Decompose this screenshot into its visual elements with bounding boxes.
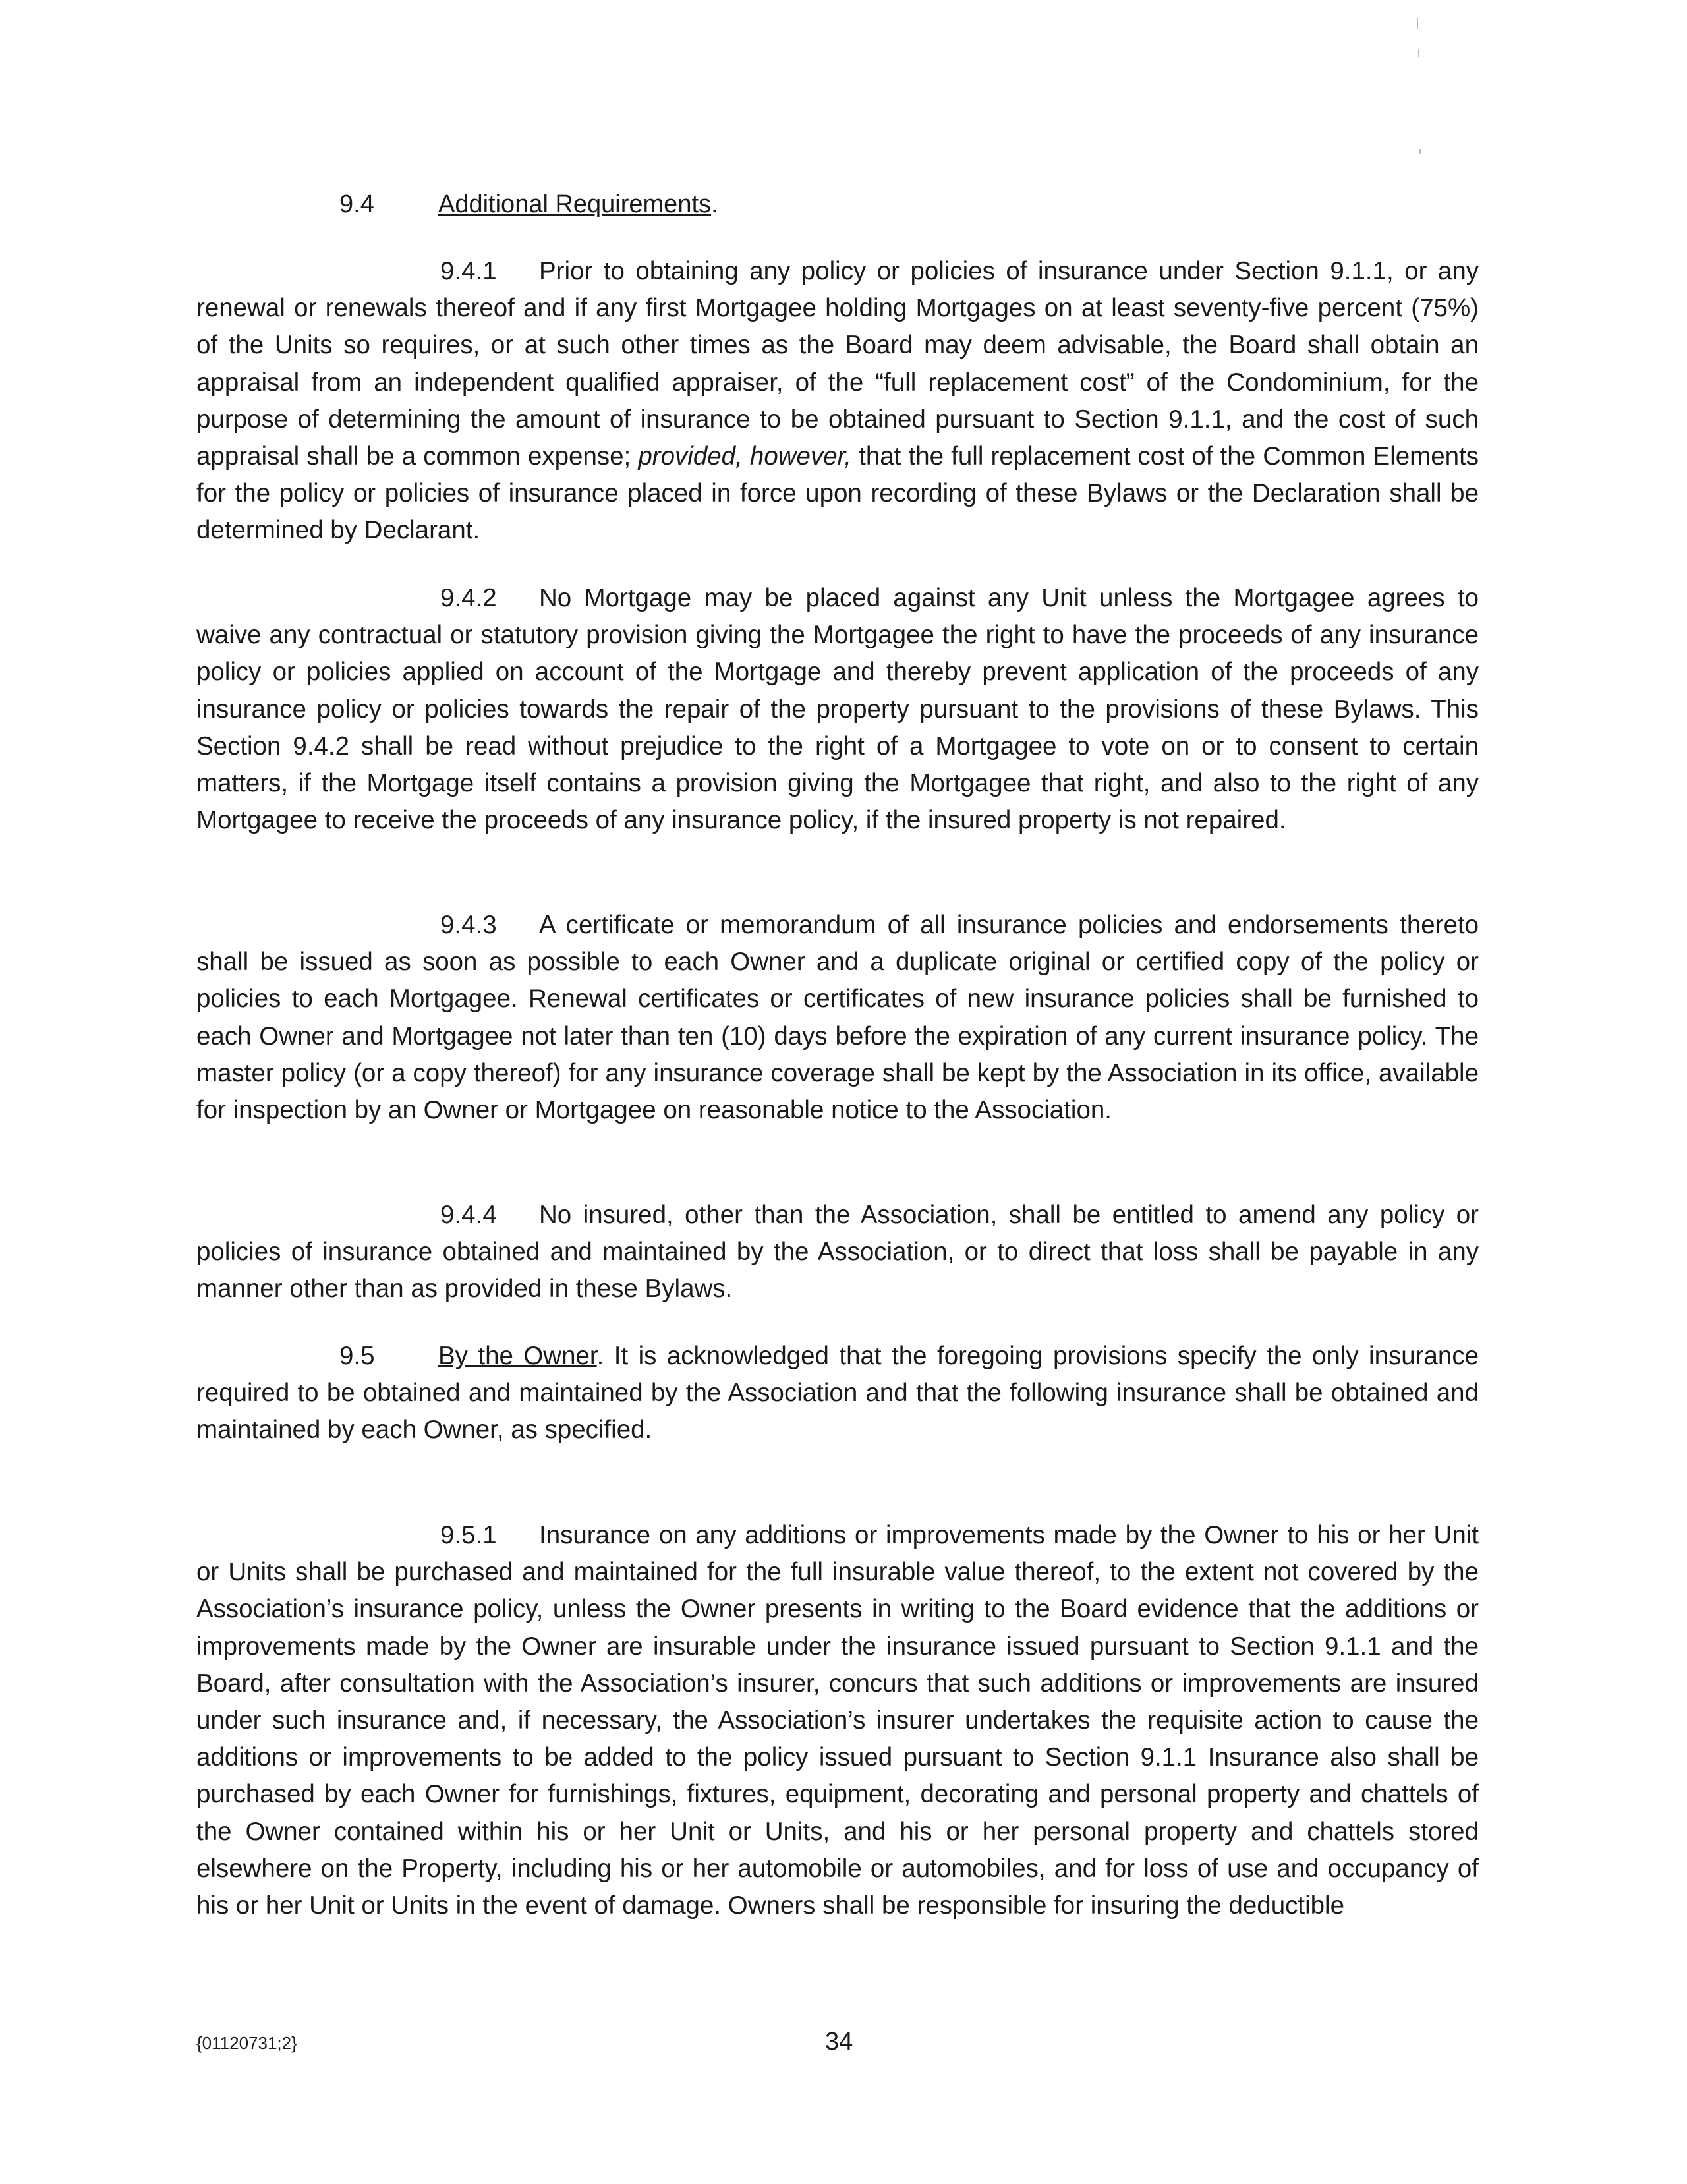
section-heading-9-4 bbox=[339, 186, 718, 223]
paragraph-emphasis: provided, however, bbox=[638, 442, 852, 471]
paragraph-9-5 bbox=[196, 1338, 1479, 1449]
paragraph-number: 9.4.3 bbox=[440, 911, 497, 939]
document-id: {01120731;2} bbox=[196, 2033, 297, 2053]
paragraph-9-4-2 bbox=[196, 580, 1479, 839]
section-title: By the Owner bbox=[438, 1342, 597, 1370]
scan-mark bbox=[1417, 18, 1418, 29]
paragraph-number: 9.4.4 bbox=[440, 1201, 497, 1229]
section-title-period: . bbox=[711, 190, 718, 218]
paragraph-number: 9.4.1 bbox=[440, 257, 497, 285]
section-number: 9.5 bbox=[339, 1342, 375, 1370]
paragraph-number: 9.5.1 bbox=[440, 1521, 497, 1549]
paragraph-text: A certificate or memorandum of all insurance policies and endorsements thereto shall be issued as soon as possible to each Owner and a duplicate original or certified copy of the policy or policies to each Mortgagee. Renewal certificates or certificates of new insurance policies shall be furnished to each Owner and Mortgagee not later than ten (10) days before the expiration of any current insurance policy. The master policy (or a copy thereof) for any insurance coverage shall be kept by the Association in its office, available for inspection by an Owner or Mortgagee on reasonable notice to the Association. bbox=[196, 911, 1479, 1125]
paragraph-text: No insured, other than the Association, shall be entitled to amend any policy or policies of insurance obtained and maintained by the Association, or to direct that loss shall be payable in any manner other than as provided in these Bylaws. bbox=[196, 1201, 1479, 1304]
paragraph-9-5-1 bbox=[196, 1517, 1479, 1924]
paragraph-9-4-1 bbox=[196, 253, 1479, 550]
scan-mark bbox=[1419, 149, 1421, 154]
scan-mark bbox=[1418, 49, 1419, 57]
paragraph-9-4-3 bbox=[196, 907, 1479, 1129]
paragraph-text: No Mortgage may be placed against any Unit unless the Mortgagee agrees to waive any contractual or statutory provision giving the Mortgagee the right to have the proceeds of any insurance policy or policies applied on account of the Mortgage and thereby prevent application of the proceeds of any insurance policy or policies towards the repair of the property pursuant to the provisions of these Bylaws. This Section 9.4.2 shall be read without prejudice to the right of a Mortgagee to vote on or to consent to certain matters, if the Mortgage itself contains a provision giving the Mortgagee that right, and also to the right of any Mortgagee to receive the proceeds of any insurance policy, if the insured property is not repaired. bbox=[196, 584, 1479, 835]
paragraph-9-4-4 bbox=[196, 1197, 1479, 1308]
section-title: Additional Requirements bbox=[438, 190, 712, 218]
paragraph-text: Insurance on any additions or improvements made by the Owner to his or her Unit or Units shall be purchased and maintained for the full insurable value thereof, to the extent not covered by the Association’s insurance policy, unless the Owner presents in writing to the Board evidence that the additions or improvements made by the Owner are insurable under the insurance issued pursuant to Section 9.1.1 and the Board, after consultation with the Association’s insurer, concurs that such additions or improvements are insured under such insurance and, if necessary, the Association’s insurer undertakes the requisite action to cause the additions or improvements to be added to the policy issued pursuant to Section 9.1.1 Insurance also shall be purchased by each Owner for furnishings, fixtures, equipment, decorating and personal property and chattels of the Owner contained within his or her Unit or Units, and his or her personal property and chattels stored elsewhere on the Property, including his or her automobile or automobiles, and for loss of use and occupancy of his or her Unit or Units in the event of damage. Owners shall be responsible for insuring the deductible bbox=[196, 1521, 1479, 1920]
paragraph-text: . It is acknowledged that the foregoing provisions specify the only insurance required to be obtained and maintained by the Association and that the following insurance shall be obtained and maintained by each Owner, as specified. bbox=[196, 1342, 1479, 1445]
section-number: 9.4 bbox=[339, 190, 374, 218]
paragraph-number: 9.4.2 bbox=[440, 584, 497, 612]
paragraph-text: that the full replacement cost of the Common Elements for the policy or policies of insurance placed in force upon recording of these Bylaws or the Declaration shall be determined by Declarant. bbox=[196, 442, 1479, 545]
paragraph-text: Prior to obtaining any policy or policies of insurance under Section 9.1.1, or any renewal or renewals thereof and if any first Mortgagee holding Mortgages on at least seventy-five percent (75%) of the Units so requires, or at such other times as the Board may deem advisable, the Board shall obtain an appraisal from an independent qualified appraiser, of the “full replacement cost” of the Condominium, for the purpose of determining the amount of insurance to be obtained pursuant to Section 9.1.1, and the cost of such appraisal shall be a common expense; bbox=[196, 257, 1479, 471]
page-number: 34 bbox=[825, 2028, 853, 2055]
